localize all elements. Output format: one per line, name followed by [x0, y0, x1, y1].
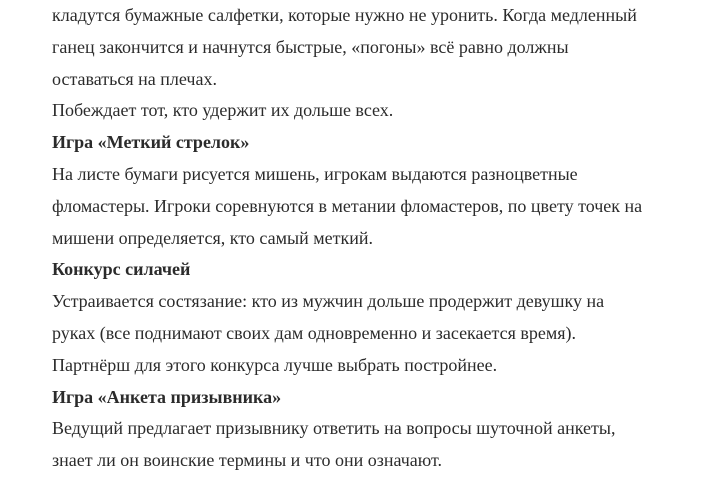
section-heading: Игра «Меткий стрелок»: [52, 132, 250, 153]
section-heading: Игра «Анкета призывника»: [52, 386, 282, 407]
paragraph-line: фломастеры. Игроки соревнуются в метании фломастеров, по цвету точек на: [52, 195, 643, 216]
paragraph-line: Партнёрш для этого конкурса лучше выбрать постройнее.: [52, 354, 498, 375]
paragraph-line: оставаться на плечах.: [52, 68, 217, 89]
paragraph-line: руках (все поднимают своих дам одновременно и засекается время).: [52, 322, 577, 343]
paragraph-line: кладутся бумажные салфетки, которые нужно не уронить. Когда медленный: [52, 5, 637, 25]
paragraph-line: Ведущий предлагает призывнику ответить на вопросы шуточной анкеты,: [52, 418, 616, 439]
paragraph-line: Побеждает тот, кто удержит их дольше всех.: [52, 100, 394, 121]
document-body: [52, 0, 710, 477]
paragraph-line: На листе бумаги рисуется мишень, игрокам выдаются разноцветные: [52, 163, 578, 184]
paragraph-line: знает ли он воинские термины и что они означают.: [52, 450, 443, 471]
paragraph-line: мишени определяется, кто самый меткий.: [52, 227, 373, 248]
section-heading: Конкурс силачей: [52, 259, 191, 280]
paragraph-line: ганец закончится и начнутся быстрые, «погоны» всё равно должны: [52, 36, 569, 57]
paragraph-line: Устраивается состязание: кто из мужчин дольше продержит девушку на: [52, 291, 605, 312]
